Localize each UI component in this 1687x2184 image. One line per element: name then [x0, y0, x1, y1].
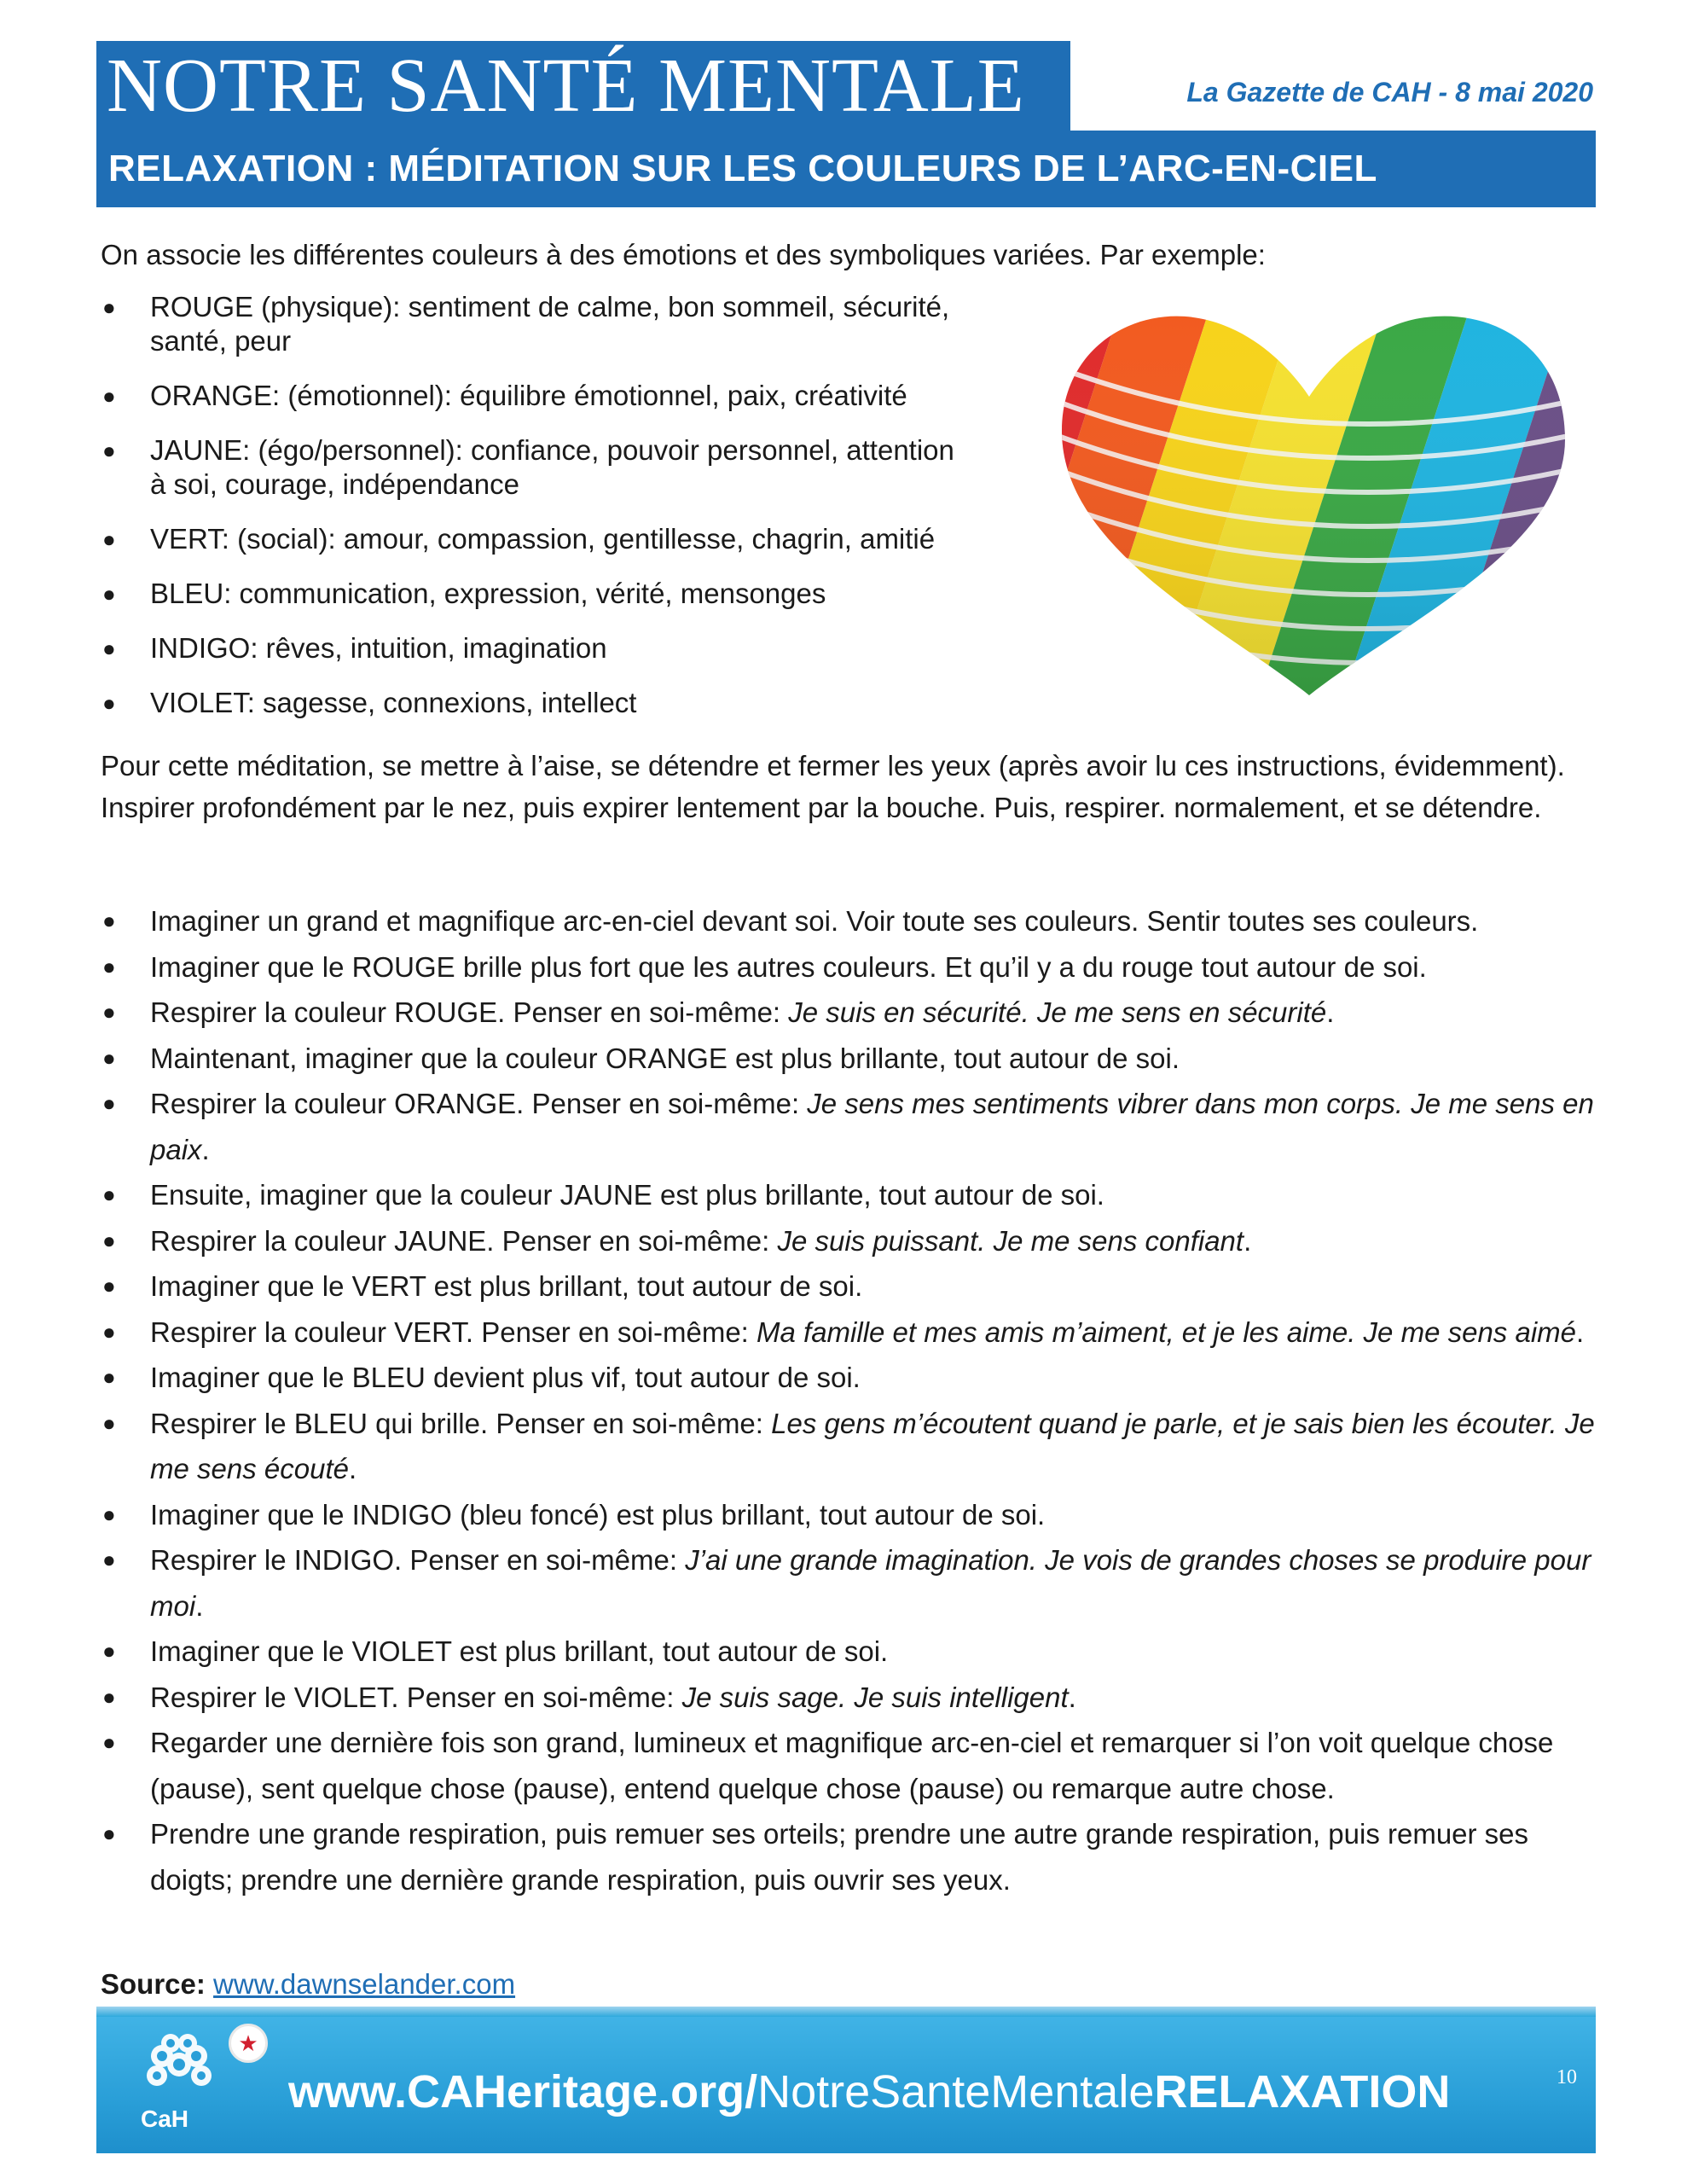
bullet-icon: ●: [102, 953, 116, 979]
step-item: [101, 1811, 1602, 1902]
bullet-icon: ●: [102, 1090, 116, 1116]
bullet-icon: ●: [102, 1683, 116, 1710]
bullet-icon: ●: [102, 1409, 116, 1436]
step-item: [101, 1310, 1602, 1356]
step-end: .: [201, 1133, 210, 1165]
step-item: [101, 1401, 1602, 1492]
bullet-icon: ●: [102, 1273, 116, 1298]
step-item: [101, 990, 1602, 1036]
color-list-item: [101, 290, 1022, 358]
step-text: Respirer la couleur VERT. Penser en soi-même:: [150, 1316, 757, 1348]
step-text: Prendre une grande respiration, puis remuer ses orteils; prendre une autre grande respiration, puis remuer ses doigts; prendre une dernière grande respiration, puis ouvrir ses yeux.: [150, 1818, 1529, 1896]
badge-star-icon: ★: [229, 2024, 268, 2063]
step-text: Imaginer que le BLEU devient plus vif, tout autour de soi.: [150, 1362, 861, 1393]
step-item: [101, 1537, 1602, 1629]
step-end: .: [1326, 996, 1335, 1028]
meditation-steps: [101, 898, 1602, 1902]
color-list-text: ROUGE (physique): sentiment de calme, bon sommeil, sécurité, santé, peur: [150, 291, 950, 357]
color-list-text: VERT: (social): amour, compassion, gentillesse, chagrin, amitié: [150, 523, 936, 555]
rainbow-heart-icon: [1011, 294, 1608, 708]
bullet-icon: ●: [102, 908, 116, 933]
source-line: [101, 1968, 515, 2001]
page-title: NOTRE SANTÉ MENTALE: [107, 44, 1025, 128]
step-item: [101, 1720, 1602, 1811]
step-end: .: [348, 1453, 357, 1484]
step-affirmation: J’ai une grande imagination. Je vois de grandes choses se produire pour moi: [150, 1544, 1591, 1622]
step-text: Regarder une dernière fois son grand, lumineux et magnifique arc-en-ciel et remarquer si l’on voit quelque chose (pause), sent quelque chose (pause), entend quelque chose (pause) ou remarque autre chose.: [150, 1727, 1554, 1804]
subtitle-banner: [96, 131, 1596, 207]
color-list-text: INDIGO: rêves, intuition, imagination: [150, 632, 607, 664]
instructions-paragraph: Pour cette méditation, se mettre à l’aise, se détendre et fermer les yeux (après avoir lu ces instructions, évidemment). Inspirer profondément par le nez, puis expirer lentement par la bouche. Puis, respirer. normalement, et se détendre.: [101, 750, 1565, 823]
color-list-text: ORANGE: (émotionnel): équilibre émotionnel, paix, créativité: [150, 380, 907, 411]
color-list-text: JAUNE: (égo/personnel): confiance, pouvoir personnel, attention à soi, courage, indépendance: [150, 434, 954, 500]
step-item: [101, 1081, 1602, 1172]
step-text: Imaginer que le VERT est plus brillant, tout autour de soi.: [150, 1270, 863, 1302]
step-item: [101, 944, 1602, 990]
step-end: .: [1244, 1224, 1252, 1257]
step-item: [101, 1218, 1602, 1264]
step-item: [101, 898, 1602, 944]
bullet-icon: ●: [102, 1638, 116, 1664]
step-text: Maintenant, imaginer que la couleur ORANGE est plus brillante, tout autour de soi.: [150, 1042, 1180, 1074]
step-text: Respirer la couleur ORANGE. Penser en soi-même:: [150, 1088, 808, 1119]
color-list-text: BLEU: communication, expression, vérité, mensonges: [150, 578, 826, 609]
step-affirmation: Ma famille et mes amis m’aiment, et je les aime. Je me sens aimé: [757, 1316, 1576, 1348]
bullet-icon: ●: [102, 636, 116, 661]
bullet-icon: ●: [102, 1044, 116, 1071]
step-item: [101, 1036, 1602, 1082]
step-end: .: [1576, 1316, 1585, 1348]
step-item: [101, 1263, 1602, 1310]
step-affirmation: Je suis puissant. Je me sens confiant: [777, 1224, 1244, 1257]
bullet-icon: ●: [102, 438, 116, 463]
step-affirmation: Je suis en sécurité. Je me sens en sécurité: [788, 996, 1327, 1028]
step-text: Imaginer que le VIOLET est plus brillant, tout autour de soi.: [150, 1635, 889, 1667]
color-list-item: [101, 379, 1022, 413]
color-list-item: [101, 433, 1022, 502]
step-affirmation: Les gens m’écoutent quand je parle, et je sais bien les écouter. Je me sens écouté: [150, 1407, 1595, 1484]
step-text: Imaginer que le INDIGO (bleu foncé) est plus brillant, tout autour de soi.: [150, 1498, 1046, 1531]
footer-url-domain: www.CAHeritage.org/: [288, 2066, 758, 2117]
rainbow-heart-image: [1011, 294, 1608, 708]
bullet-icon: ●: [102, 1729, 116, 1755]
step-item: [101, 1492, 1602, 1538]
title-banner: [96, 41, 1070, 131]
bullet-icon: ●: [102, 1501, 116, 1527]
bullet-icon: ●: [102, 1821, 116, 1846]
step-affirmation: Je sens mes sentiments vibrer dans mon corps. Je me sens en paix: [150, 1088, 1594, 1165]
source-label: Source:: [101, 1968, 206, 2000]
step-item: [101, 1629, 1602, 1675]
bullet-icon: ●: [102, 1182, 116, 1207]
color-list-item: [101, 686, 1022, 720]
footer-url[interactable]: [288, 2066, 1451, 2117]
bullet-icon: ●: [102, 690, 116, 716]
bullet-icon: ●: [102, 526, 116, 552]
bullet-icon: ●: [102, 383, 116, 409]
bullet-icon: ●: [102, 999, 116, 1025]
cah-logo-icon: [128, 2018, 230, 2120]
color-list-item: [101, 577, 1022, 611]
color-list-text: VIOLET: sagesse, connexions, intellect: [150, 687, 637, 718]
bullet-icon: ●: [102, 1227, 116, 1253]
logo-text: CaH: [141, 2106, 189, 2132]
subtitle: RELAXATION : MÉDITATION SUR LES COULEURS DE L’ARC-EN-CIEL: [108, 148, 1377, 189]
intro-text: On associe les différentes couleurs à des émotions et des symboliques variées. Par exemple:: [101, 239, 1266, 270]
bullet-icon: ●: [102, 294, 116, 320]
footer-url-section: RELAXATION: [1154, 2066, 1451, 2117]
source-link[interactable]: www.dawnselander.com: [213, 1968, 516, 2000]
step-end: .: [195, 1589, 204, 1622]
bullet-icon: ●: [102, 1318, 116, 1345]
bullet-icon: ●: [102, 1547, 116, 1572]
step-text: Respirer la couleur JAUNE. Penser en soi-même:: [150, 1224, 778, 1257]
step-item: [101, 1675, 1602, 1721]
step-text: Ensuite, imaginer que la couleur JAUNE est plus brillante, tout autour de soi.: [150, 1179, 1104, 1211]
step-item: [101, 1172, 1602, 1218]
step-text: Respirer la couleur ROUGE. Penser en soi-même:: [150, 996, 789, 1028]
footer-url-path: NotreSanteMentale: [757, 2066, 1155, 2117]
step-text: Respirer le BLEU qui brille. Penser en soi-même:: [150, 1407, 772, 1439]
gazette-date: La Gazette de CAH - 8 mai 2020: [1186, 77, 1593, 107]
page-number: 10: [1557, 2066, 1577, 2088]
step-affirmation: Je suis sage. Je suis intelligent: [681, 1681, 1069, 1713]
color-list: [101, 290, 1022, 741]
step-text: Imaginer un grand et magnifique arc-en-ciel devant soi. Voir toute ses couleurs. Sentir toutes ses couleurs.: [150, 905, 1479, 937]
footer-stripe: [96, 2007, 1596, 2017]
bullet-icon: ●: [102, 1364, 116, 1390]
step-text: Imaginer que le ROUGE brille plus fort que les autres couleurs. Et qu’il y a du rouge tout autour de soi.: [150, 950, 1427, 983]
step-text: Respirer le VIOLET. Penser en soi-même:: [150, 1681, 682, 1713]
bullet-icon: ●: [102, 581, 116, 607]
step-item: [101, 1355, 1602, 1401]
step-end: .: [1068, 1681, 1076, 1713]
color-list-item: [101, 631, 1022, 665]
color-list-item: [101, 522, 1022, 556]
step-text: Respirer le INDIGO. Penser en soi-même:: [150, 1544, 686, 1576]
